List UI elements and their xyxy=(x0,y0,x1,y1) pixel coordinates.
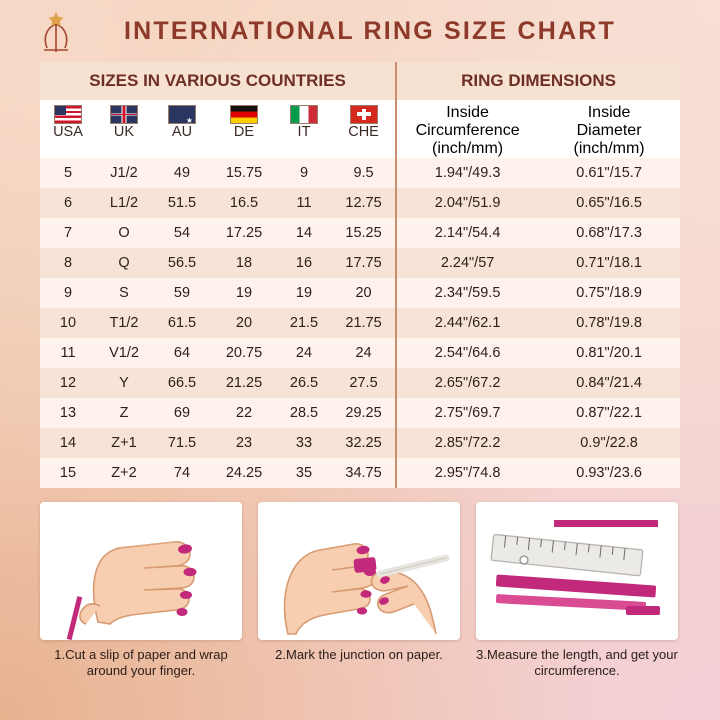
cell-au: 56.5 xyxy=(152,248,212,278)
header-it: IT xyxy=(276,124,332,158)
step-1-caption: 1.Cut a slip of paper and wrap around your finger. xyxy=(54,647,228,679)
step-2-caption: 2.Mark the junction on paper. xyxy=(275,647,443,662)
cell-circumference: 2.75"/69.7 xyxy=(396,398,538,428)
page-title: INTERNATIONAL RING SIZE CHART xyxy=(123,16,617,45)
flag-cell-uk xyxy=(96,100,152,124)
cell-uk: Y xyxy=(96,368,152,398)
cell-it: 26.5 xyxy=(276,368,332,398)
cell-de: 22 xyxy=(212,398,276,428)
cell-circumference: 2.44"/62.1 xyxy=(396,308,538,338)
cell-uk: Z xyxy=(96,398,152,428)
cell-che: 29.25 xyxy=(332,398,396,428)
cell-che: 21.75 xyxy=(332,308,396,338)
table-row xyxy=(40,158,680,188)
table-row xyxy=(40,218,680,248)
cell-it: 9 xyxy=(276,158,332,188)
cell-che: 9.5 xyxy=(332,158,396,188)
cell-au: 66.5 xyxy=(152,368,212,398)
cell-usa: 14 xyxy=(40,428,96,458)
cell-au: 71.5 xyxy=(152,428,212,458)
cell-de: 15.75 xyxy=(212,158,276,188)
cell-diameter: 0.84"/21.4 xyxy=(538,368,680,398)
page-header xyxy=(0,0,720,62)
cell-che: 15.25 xyxy=(332,218,396,248)
cell-it: 14 xyxy=(276,218,332,248)
cell-au: 64 xyxy=(152,338,212,368)
cell-diameter: 0.87"/22.1 xyxy=(538,398,680,428)
cell-circumference: 2.65"/67.2 xyxy=(396,368,538,398)
step-1-illustration xyxy=(40,502,242,640)
table-flag-row xyxy=(40,100,680,124)
step-2 xyxy=(258,502,460,680)
cell-de: 19 xyxy=(212,278,276,308)
cell-au: 61.5 xyxy=(152,308,212,338)
cell-che: 17.75 xyxy=(332,248,396,278)
header-usa: USA xyxy=(40,124,96,158)
cell-diameter: 0.78"/19.8 xyxy=(538,308,680,338)
cell-uk: J1/2 xyxy=(96,158,152,188)
cell-de: 24.25 xyxy=(212,458,276,488)
measure-steps xyxy=(0,488,720,680)
cell-usa: 11 xyxy=(40,338,96,368)
table-group-header-row xyxy=(40,62,680,100)
flag-cell-usa xyxy=(40,100,96,124)
table-body xyxy=(40,158,680,488)
flag-italy-icon xyxy=(290,105,318,124)
cell-che: 24 xyxy=(332,338,396,368)
cell-che: 34.75 xyxy=(332,458,396,488)
table-row xyxy=(40,428,680,458)
header-de: DE xyxy=(212,124,276,158)
cell-uk: O xyxy=(96,218,152,248)
group-header-dimensions: RING DIMENSIONS xyxy=(396,62,680,100)
cell-de: 18 xyxy=(212,248,276,278)
step-3-illustration xyxy=(476,502,678,640)
cell-circumference: 2.24"/57 xyxy=(396,248,538,278)
cell-it: 33 xyxy=(276,428,332,458)
flag-australia-icon xyxy=(168,105,196,124)
header-inside-diameter: Inside Diameter (inch/mm) xyxy=(538,100,680,158)
flag-uk-icon xyxy=(110,105,138,124)
cell-it: 19 xyxy=(276,278,332,308)
cell-uk: S xyxy=(96,278,152,308)
header-uk: UK xyxy=(96,124,152,158)
cell-uk: V1/2 xyxy=(96,338,152,368)
cell-de: 21.25 xyxy=(212,368,276,398)
cell-it: 21.5 xyxy=(276,308,332,338)
cell-circumference: 2.04"/51.9 xyxy=(396,188,538,218)
table-row xyxy=(40,338,680,368)
cell-usa: 5 xyxy=(40,158,96,188)
cell-uk: L1/2 xyxy=(96,188,152,218)
cell-it: 24 xyxy=(276,338,332,368)
flag-cell-it xyxy=(276,100,332,124)
cell-circumference: 1.94"/49.3 xyxy=(396,158,538,188)
cell-che: 32.25 xyxy=(332,428,396,458)
cell-au: 51.5 xyxy=(152,188,212,218)
table-row xyxy=(40,398,680,428)
cell-au: 49 xyxy=(152,158,212,188)
ring-size-table xyxy=(40,62,680,488)
cell-circumference: 2.85"/72.2 xyxy=(396,428,538,458)
cell-circumference: 2.95"/74.8 xyxy=(396,458,538,488)
cell-diameter: 0.68"/17.3 xyxy=(538,218,680,248)
cell-usa: 8 xyxy=(40,248,96,278)
cell-usa: 10 xyxy=(40,308,96,338)
cell-diameter: 0.93"/23.6 xyxy=(538,458,680,488)
cell-diameter: 0.65"/16.5 xyxy=(538,188,680,218)
table-row xyxy=(40,278,680,308)
cell-diameter: 0.61"/15.7 xyxy=(538,158,680,188)
cell-de: 20.75 xyxy=(212,338,276,368)
cell-diameter: 0.71"/18.1 xyxy=(538,248,680,278)
cell-che: 27.5 xyxy=(332,368,396,398)
header-che: CHE xyxy=(332,124,396,158)
cell-uk: Z+2 xyxy=(96,458,152,488)
flag-usa-icon xyxy=(54,105,82,124)
cell-uk: T1/2 xyxy=(96,308,152,338)
cell-it: 28.5 xyxy=(276,398,332,428)
step-3-caption: 3.Measure the length, and get your circumference. xyxy=(476,647,678,679)
cell-de: 16.5 xyxy=(212,188,276,218)
cell-it: 16 xyxy=(276,248,332,278)
cell-usa: 12 xyxy=(40,368,96,398)
table-row xyxy=(40,458,680,488)
cell-usa: 15 xyxy=(40,458,96,488)
table-row xyxy=(40,248,680,278)
cell-usa: 13 xyxy=(40,398,96,428)
cell-circumference: 2.34"/59.5 xyxy=(396,278,538,308)
table-row xyxy=(40,368,680,398)
step-3 xyxy=(476,502,678,680)
cell-de: 23 xyxy=(212,428,276,458)
cell-de: 20 xyxy=(212,308,276,338)
cell-it: 35 xyxy=(276,458,332,488)
cell-it: 11 xyxy=(276,188,332,218)
cell-uk: Z+1 xyxy=(96,428,152,458)
flag-switzerland-icon xyxy=(350,105,378,124)
cell-circumference: 2.54"/64.6 xyxy=(396,338,538,368)
flag-cell-au xyxy=(152,100,212,124)
cell-au: 59 xyxy=(152,278,212,308)
cell-diameter: 0.81"/20.1 xyxy=(538,338,680,368)
cell-diameter: 0.9"/22.8 xyxy=(538,428,680,458)
size-table-wrap xyxy=(0,62,720,488)
cell-circumference: 2.14"/54.4 xyxy=(396,218,538,248)
cell-uk: Q xyxy=(96,248,152,278)
cell-au: 74 xyxy=(152,458,212,488)
table-row xyxy=(40,188,680,218)
cell-usa: 6 xyxy=(40,188,96,218)
table-row xyxy=(40,308,680,338)
cell-che: 12.75 xyxy=(332,188,396,218)
header-au: AU xyxy=(152,124,212,158)
cell-usa: 9 xyxy=(40,278,96,308)
cell-de: 17.25 xyxy=(212,218,276,248)
cell-diameter: 0.75"/18.9 xyxy=(538,278,680,308)
jewelry-brand-logo-icon xyxy=(30,8,82,60)
cell-che: 20 xyxy=(332,278,396,308)
flag-germany-icon xyxy=(230,105,258,124)
step-2-illustration xyxy=(258,502,460,640)
header-inside-circumference: Inside Circumference (inch/mm) xyxy=(396,100,538,158)
flag-cell-de xyxy=(212,100,276,124)
cell-au: 54 xyxy=(152,218,212,248)
cell-au: 69 xyxy=(152,398,212,428)
step-1 xyxy=(40,502,242,680)
flag-cell-che xyxy=(332,100,396,124)
group-header-countries: SIZES IN VARIOUS COUNTRIES xyxy=(40,62,396,100)
cell-usa: 7 xyxy=(40,218,96,248)
